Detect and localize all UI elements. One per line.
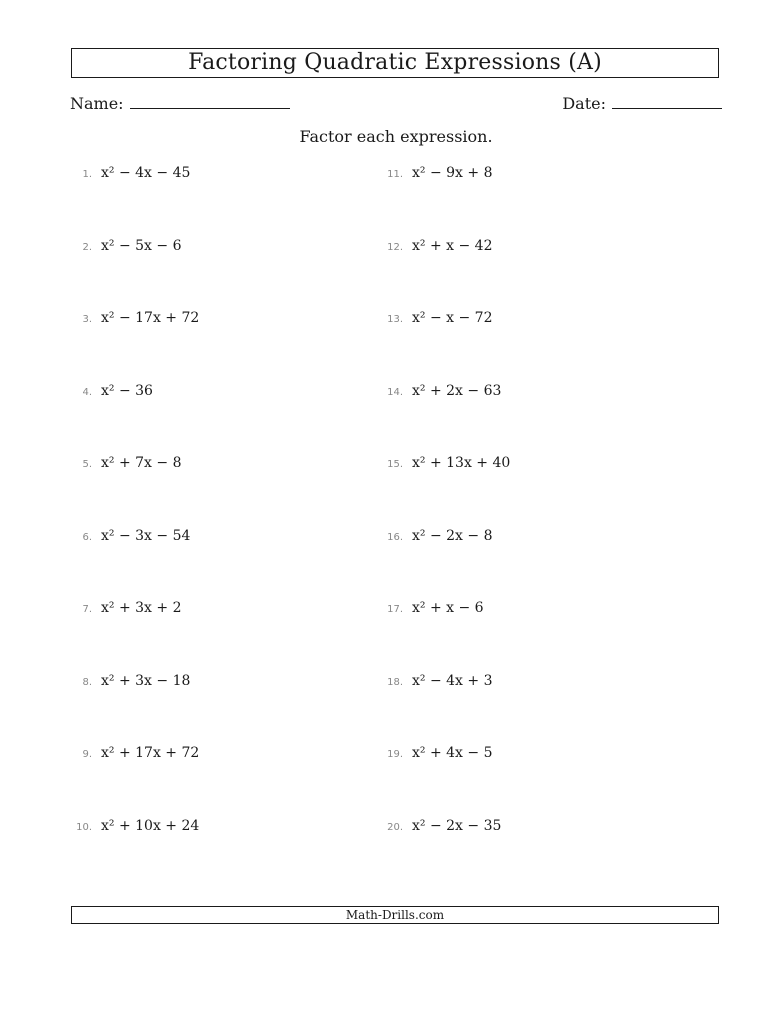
problems-column-left bbox=[70, 165, 199, 890]
problem-item bbox=[380, 238, 510, 311]
problem-item bbox=[380, 673, 510, 746]
instructions: Factor each expression. bbox=[299, 127, 493, 146]
problem-item bbox=[70, 818, 199, 891]
problem-number: 16. bbox=[387, 531, 403, 543]
problem-expression: x² + 3x + 2 bbox=[101, 600, 182, 616]
problem-item bbox=[70, 673, 199, 746]
problem-number: 17. bbox=[387, 604, 403, 615]
problem-expression: x² − 2x − 8 bbox=[412, 527, 493, 544]
problem-item bbox=[70, 310, 199, 383]
name-label: Name: bbox=[70, 94, 124, 113]
problem-number: 20. bbox=[387, 821, 403, 833]
problem-number: 3. bbox=[82, 314, 92, 325]
date-label: Date: bbox=[562, 94, 606, 113]
problem-number: 8. bbox=[82, 676, 92, 688]
problem-expression: x² − 4x − 45 bbox=[101, 165, 191, 181]
problem-number: 19. bbox=[387, 749, 403, 760]
problem-number: 1. bbox=[82, 169, 92, 180]
problem-expression: x² − 2x − 35 bbox=[412, 817, 502, 834]
worksheet-title-text: Factoring Quadratic Expressions (A) bbox=[188, 50, 602, 75]
problem-number: 6. bbox=[82, 531, 92, 543]
problem-number: 11. bbox=[387, 169, 403, 180]
problem-number: 2. bbox=[82, 241, 92, 253]
problem-expression: x² − 3x − 54 bbox=[101, 527, 191, 544]
footer bbox=[71, 906, 719, 924]
problem-number: 5. bbox=[82, 459, 92, 470]
worksheet-title bbox=[71, 48, 719, 78]
name-field bbox=[70, 92, 290, 113]
problem-number: 10. bbox=[76, 821, 92, 833]
problem-expression: x² + x − 42 bbox=[412, 237, 493, 254]
problem-number: 4. bbox=[82, 386, 92, 398]
problem-item bbox=[380, 165, 510, 238]
problem-item bbox=[380, 528, 510, 601]
problem-item bbox=[380, 310, 510, 383]
problem-item bbox=[70, 165, 199, 238]
problem-item bbox=[70, 745, 199, 818]
problems-column-right bbox=[380, 165, 510, 890]
problem-number: 18. bbox=[387, 676, 403, 688]
problem-item bbox=[380, 600, 510, 673]
problem-item bbox=[380, 818, 510, 891]
problem-number: 14. bbox=[387, 386, 403, 398]
problem-expression: x² + 17x + 72 bbox=[101, 745, 200, 761]
problem-expression: x² + 13x + 40 bbox=[412, 455, 511, 471]
problem-item bbox=[70, 383, 199, 456]
problem-expression: x² − 4x + 3 bbox=[412, 672, 493, 689]
problem-number: 7. bbox=[82, 604, 92, 615]
problem-expression: x² − 36 bbox=[101, 382, 153, 399]
problem-expression: x² + 4x − 5 bbox=[412, 745, 493, 761]
problem-expression: x² + 10x + 24 bbox=[101, 817, 200, 834]
problem-number: 12. bbox=[387, 241, 403, 253]
problem-item bbox=[380, 455, 510, 528]
problem-expression: x² + 3x − 18 bbox=[101, 672, 191, 689]
problem-expression: x² + 2x − 63 bbox=[412, 382, 502, 399]
problem-item bbox=[70, 238, 199, 311]
problem-item bbox=[70, 455, 199, 528]
problem-number: 9. bbox=[82, 749, 92, 760]
date-field bbox=[562, 92, 722, 113]
problem-item bbox=[70, 528, 199, 601]
problem-expression: x² − 17x + 72 bbox=[101, 310, 200, 326]
problem-number: 13. bbox=[387, 314, 403, 325]
problem-item bbox=[380, 383, 510, 456]
footer-text: Math-Drills.com bbox=[345, 908, 445, 922]
problem-item bbox=[380, 745, 510, 818]
problem-item bbox=[70, 600, 199, 673]
problem-expression: x² − 9x + 8 bbox=[412, 165, 493, 181]
problem-expression: x² + x − 6 bbox=[412, 600, 484, 616]
problem-expression: x² + 7x − 8 bbox=[101, 455, 182, 471]
problem-number: 15. bbox=[387, 459, 403, 470]
date-blank-line[interactable] bbox=[612, 92, 722, 109]
problem-expression: x² − x − 72 bbox=[412, 310, 493, 326]
problem-expression: x² − 5x − 6 bbox=[101, 237, 182, 254]
name-blank-line[interactable] bbox=[130, 92, 290, 109]
